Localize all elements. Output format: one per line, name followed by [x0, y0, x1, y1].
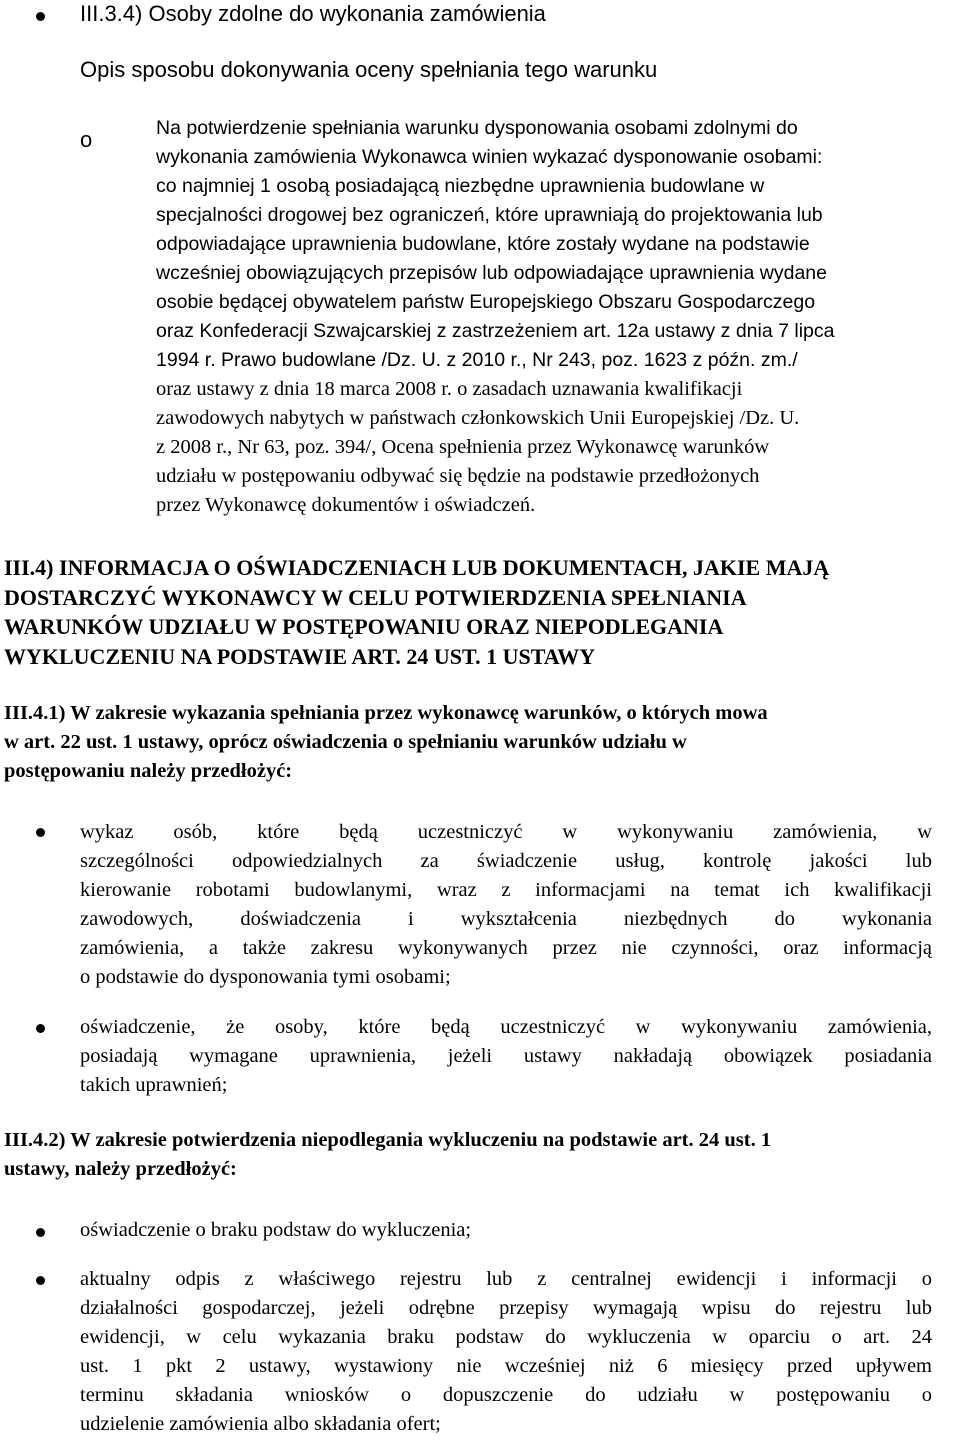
list-item-line: ewidencji, w celu wykazania braku podstaw do wykluczenia w oparciu o art. 24 — [80, 1326, 932, 1348]
section-heading-341 — [4, 699, 960, 786]
heading-line: III.4.1) W zakresie wykazania spełniania przez wykonawcę warunków, o których mowa — [4, 702, 768, 724]
paragraph-line: zawodowych nabytych w państwach członkowskich Unii Europejskiej /Dz. U. — [156, 407, 800, 429]
bullet-point — [36, 828, 45, 837]
section-subheading-334: Opis sposobu dokonywania oceny spełniania tego warunku — [80, 57, 658, 82]
list-item-line: szczególności odpowiedzialnych za świadczenie usług, kontrolę jakości lub — [80, 850, 932, 872]
list-item — [80, 1216, 932, 1245]
paragraph-line: osobie będącej obywatelem państw Europejskiego Obszaru Gospodarczego — [156, 291, 816, 313]
paragraph-line: oraz ustawy z dnia 18 marca 2008 r. o zasadach uznawania kwalifikacji — [156, 378, 743, 400]
list-item-line: udzielenie zamówienia albo składania ofert; — [80, 1413, 441, 1435]
list-item-line: ust. 1 pkt 2 ustawy, wystawiony nie wcześniej niż 6 miesięcy przed upływem — [80, 1355, 932, 1377]
bullet-point — [36, 1228, 45, 1237]
heading-line: ustawy, należy przedłożyć: — [4, 1158, 237, 1180]
list-item-line: o podstawie do dysponowania tymi osobami; — [80, 966, 451, 988]
heading-line: DOSTARCZYĆ WYKONAWCY W CELU POTWIERDZENIA SPEŁNIANIA — [4, 584, 747, 610]
list-item-line: aktualny odpis z właściwego rejestru lub z centralnej ewidencji i informacji o — [80, 1268, 932, 1290]
list-item-line: zamówienia, a także zakresu wykonywanych przez nie czynności, oraz informacją — [80, 937, 932, 959]
condition-paragraph — [156, 114, 956, 520]
paragraph-line: przez Wykonawcę dokumentów i oświadczeń. — [156, 494, 536, 516]
list-item-line: terminu składania wniosków o dopuszczenie do udziału w postępowaniu o — [80, 1384, 932, 1406]
heading-line: w art. 22 ust. 1 ustawy, oprócz oświadczenia o spełnianiu warunków udziału w — [4, 731, 687, 753]
heading-line: III.4.2) W zakresie potwierdzenia niepodlegania wykluczeniu na podstawie art. 24 ust. 1 — [4, 1129, 772, 1151]
heading-line: WYKLUCZENIU NA PODSTAWIE ART. 24 UST. 1 USTAWY — [4, 643, 596, 669]
heading-line: WARUNKÓW UDZIAŁU W POSTĘPOWANIU ORAZ NIEPODLEGANIA — [4, 614, 724, 639]
list-item — [80, 818, 932, 992]
list-item-line: oświadczenie, że osoby, które będą uczestniczyć w wykonywaniu zamówienia, — [80, 1016, 932, 1038]
paragraph-line: wykonania zamówienia Wykonawca winien wykazać dysponowanie osobami: — [156, 146, 823, 168]
bullet-point — [36, 1276, 45, 1285]
list-item-line: posiadają wymagane uprawnienia, jeżeli ustawy nakładają obowiązek posiadania — [80, 1045, 932, 1067]
bullet-point — [36, 1024, 45, 1033]
list-item — [80, 1265, 932, 1439]
paragraph-line: specjalności drogowej bez ograniczeń, które uprawniają do projektowania lub — [156, 204, 823, 226]
list-item-line: wykaz osób, które będą uczestniczyć w wykonywaniu zamówienia, w — [80, 821, 932, 843]
paragraph-line: 1994 r. Prawo budowlane /Dz. U. z 2010 r., Nr 243, poz. 1623 z późn. zm./ — [156, 349, 798, 371]
paragraph-line: z 2008 r., Nr 63, poz. 394/, Ocena spełnienia przez Wykonawcę warunków — [156, 436, 770, 458]
paragraph-line: udziału w postępowaniu odbywać się będzie na podstawie przedłożonych — [156, 465, 760, 487]
list-item — [80, 1013, 932, 1100]
bullet-point — [36, 12, 45, 21]
paragraph-line: wcześniej obowiązujących przepisów lub odpowiadające uprawnienia wydane — [156, 262, 827, 284]
list-item-line: oświadczenie o braku podstaw do wykluczenia; — [80, 1219, 472, 1241]
list-item-line: kierowanie robotami budowlanymi, wraz z informacjami na temat ich kwalifikacji — [80, 879, 932, 901]
section-heading-334: III.3.4) Osoby zdolne do wykonania zamówienia — [80, 1, 546, 26]
heading-line: postępowaniu należy przedłożyć: — [4, 760, 293, 782]
list-item-line: zawodowych, doświadczenia i wykształcenia niezbędnych do wykonania — [80, 908, 932, 930]
list-marker-circle: o — [80, 127, 93, 152]
paragraph-line: co najmniej 1 osobą posiadającą niezbędne uprawnienia budowlane w — [156, 175, 765, 197]
list-item-line: takich uprawnień; — [80, 1074, 228, 1096]
paragraph-line: Na potwierdzenie spełniania warunku dysponowania osobami zdolnymi do — [156, 117, 798, 139]
paragraph-line: odpowiadające uprawnienia budowlane, które zostały wydane na podstawie — [156, 233, 810, 255]
section-heading-342 — [4, 1126, 960, 1184]
heading-line: III.4) INFORMACJA O OŚWIADCZENIACH LUB DOKUMENTACH, JAKIE MAJĄ — [4, 555, 830, 580]
section-heading-34 — [4, 553, 960, 671]
paragraph-line: oraz Konfederacji Szwajcarskiej z zastrzeżeniem art. 12a ustawy z dnia 7 lipca — [156, 320, 835, 342]
list-item-line: działalności gospodarczej, jeżeli odrębne przepisy wymagają wpisu do rejestru lub — [80, 1297, 932, 1319]
